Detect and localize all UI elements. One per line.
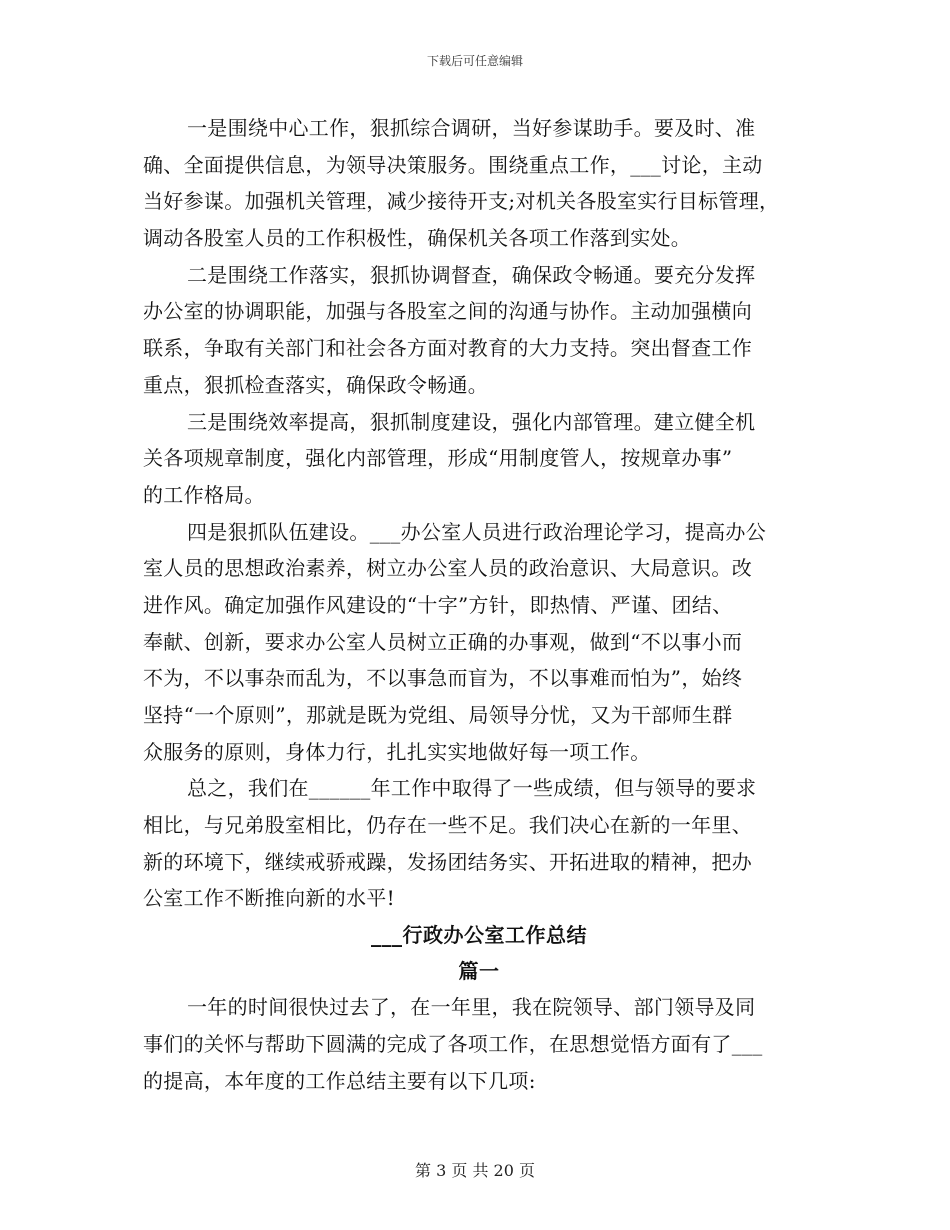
paragraph [143,110,815,257]
paragraph-line: 调动各股室人员的工作积极性，确保机关各项工作落到实处。 [143,226,692,251]
paragraph-line: 坚持“一个原则”，那就是既为党组、局领导分忧，又为干部师生群 [143,703,733,727]
paragraph-line: 的提高，本年度的工作总结主要有以下几项: [143,1068,536,1093]
paragraph-line: 新的环境下，继续戒骄戒躁，发扬团结务实、开拓进取的精神，把办 [143,849,752,874]
paragraph-line: 的工作格局。 [143,482,265,507]
paragraph-line: 联系，争取有关部门和社会各方面对教育的大力支持。突出督查工作 [143,336,752,361]
paragraph [143,770,815,917]
paragraph-line: 当好参谋。加强机关管理，减少接待开支;对机关各股室实行目标管理， [143,189,780,214]
paragraph-line: 相比，与兄弟股室相比，仍存在一些不足。我们决心在新的一年里、 [143,813,752,838]
paragraph-line: 众服务的原则，身体力行，扎扎实实地做好每一项工作。 [143,739,651,764]
paragraph [143,989,815,1099]
paragraph [143,404,815,514]
paragraph-line: 一是围绕中心工作，狠抓综合调研，当好参谋助手。要及时、准 [187,116,756,140]
paragraph-line: 二是围绕工作落实，狠抓协调督查，确保政令畅通。要充分发挥 [187,262,756,287]
paragraph-line: 公室工作不断推向新的水平! [143,886,395,911]
paragraph-line: 一年的时间很快过去了，在一年里，我在院领导、部门领导及同 [187,995,756,1020]
document-body [143,110,815,1099]
paragraph-line: 总之，我们在______年工作中取得了一些成绩，但与领导的要求 [187,776,757,801]
paragraph-line: 四是狠抓队伍建设。___办公室人员进行政治理论学习，提高办公 [187,519,766,544]
paragraph-line: 重点，狠抓检查落实，确保政令畅通。 [143,372,489,397]
paragraph-line: 奉献、创新，要求办公室人员树立正确的办事观，做到“不以事小而 [143,629,743,654]
paragraph-line: 三是围绕效率提高，狠抓制度建设，强化内部管理。建立健全机 [187,409,756,434]
paragraph-line: 关各项规章制度，强化内部管理，形成“用制度管人，按规章办事” [143,446,733,471]
page-number: 第 3 页 共 20 页 [415,1161,535,1180]
section-title: ___行政办公室工作总结 [371,923,587,948]
paragraph-line: 办公室的协调职能，加强与各股室之间的沟通与协作。主动加强横向 [143,299,752,324]
paragraph [143,257,815,404]
paragraph-line: 不为，不以事杂而乱为，不以事急而盲为，不以事难而怕为”，始终 [143,666,743,691]
header-note: 下载后可任意编辑 [426,54,523,68]
paragraph-line: 进作风。确定加强作风建设的“十字”方针，即热情、严谨、团结、 [143,592,733,617]
paragraph-line: 事们的关怀与帮助下圆满的完成了各项工作，在思想觉悟方面有了___ [143,1031,763,1056]
paragraph-line: 室人员的思想政治素养，树立办公室人员的政治意识、大局意识。改 [143,556,752,581]
paragraph [143,514,815,771]
section-subtitle: 篇一 [458,959,500,984]
paragraph-line: 确、全面提供信息，为领导决策服务。围绕重点工作，___讨论，主动 [143,152,763,177]
